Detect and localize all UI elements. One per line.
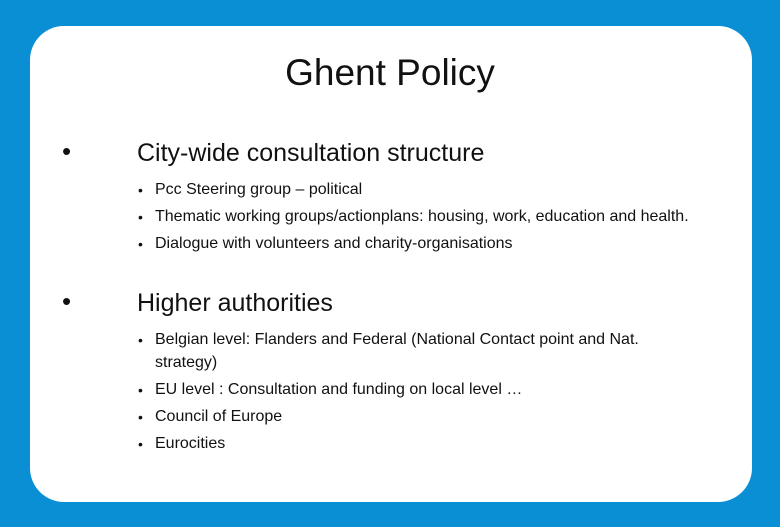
bullet-icon: •: [138, 182, 143, 198]
bullet-icon: •: [138, 408, 143, 425]
list-item-text: Council of Europe: [155, 407, 283, 425]
list-item: [137, 329, 697, 374]
list-item-text: Pcc Steering group – political: [155, 181, 363, 198]
main-bullet-icon: •: [62, 136, 72, 166]
bullet-icon: •: [138, 332, 143, 348]
list-item: [137, 233, 697, 256]
list-item-text: Dialogue with volunteers and charity-organisations: [155, 235, 513, 252]
list-item: [137, 179, 697, 202]
main-bullet-icon: •: [62, 286, 72, 316]
list-item-text: EU level : Consultation and funding on local level …: [155, 380, 523, 398]
list-item: [137, 433, 697, 456]
list-item-text: Eurocities: [155, 434, 226, 452]
slide-title: Ghent Policy: [285, 52, 495, 93]
bullet-icon: •: [138, 435, 143, 452]
sub-bullet-list: [137, 329, 697, 460]
list-item-text: Belgian level: Flanders and Federal (National Contact point and Nat. strategy): [155, 331, 639, 371]
sub-bullet-list: [137, 179, 697, 260]
list-item: [137, 206, 697, 229]
section-heading: City-wide consultation structure: [137, 139, 485, 167]
bullet-icon: •: [138, 209, 143, 225]
bullet-icon: •: [138, 381, 143, 398]
list-item-text: Thematic working groups/actionplans: housing, work, education and health.: [155, 208, 689, 225]
bullet-icon: •: [138, 236, 143, 252]
list-item: [137, 406, 697, 429]
list-item: [137, 379, 697, 402]
section-heading: Higher authorities: [137, 289, 333, 317]
